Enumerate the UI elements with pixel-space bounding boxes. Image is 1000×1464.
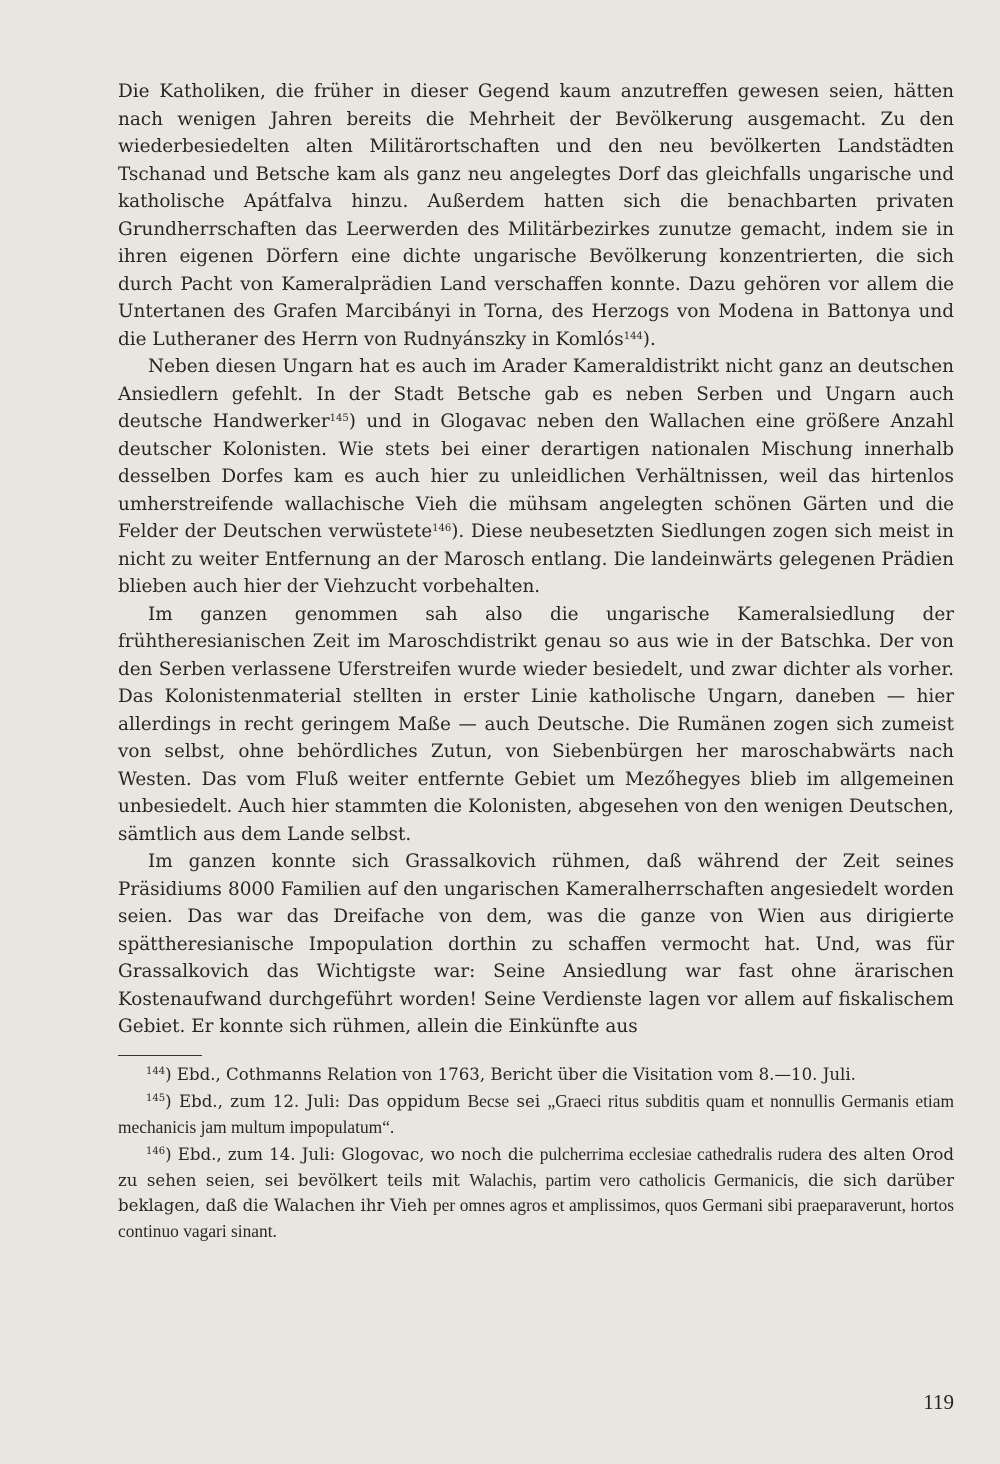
footnote-latin: pulcherrima ecclesiae cathedralis rudera [539, 1144, 822, 1164]
page [118, 78, 954, 1244]
footnote-number: 145 [146, 1093, 166, 1104]
footnote-ref-146: 146 [432, 523, 452, 534]
footnote-latin: „Graeci ritus subditis quam et nonnullis Germanis etiam mechanicis jam multum impopulatum“. [118, 1091, 954, 1137]
footnote-latin: per omnes agros et amplissimos, quos Germani sibi praeparaverunt, hortos continuo vagari sinant. [118, 1195, 954, 1241]
paragraph-1-text: Die Katholiken, die früher in dieser Gegend kaum anzutreffen gewesen seien, hätten nach wenigen Jahren bereits die Mehrheit der Bevölkerung ausgemacht. Zu den wiederbesiedelten alten Militärortschaften und den neu bevölkerten Landstädten Tschanad und Betsche kam als ganz neu angelegtes Dorf das gleichfalls ungarische und katholische Apátfalva hinzu. Außerdem hatten sich die benachbarten privaten Grundherrschaften das Leerwerden des Militärbezirkes zunutze gemacht, indem sie in ihren eigenen Dörfern eine dichte ungarische Bevölkerung konzentrierten, die sich durch Pacht von Kameralprädien Land verschaffen konnte. Dazu gehören vor allem die Untertanen des Grafen Marcibányi in Torna, des Herzogs von Modena in Battonya und die Lutheraner des Herrn von Rudnyánszky in Komlós [118, 81, 954, 350]
footnote-number: 144 [146, 1065, 166, 1077]
footnote-divider [118, 1055, 202, 1056]
footnote-text: sei [509, 1092, 548, 1111]
footnote-latin: Walachis, partim vero catholicis Germanicis, [469, 1169, 799, 1190]
footnote-144 [118, 1062, 954, 1088]
footnote-145 [118, 1089, 954, 1140]
paragraph-4 [118, 848, 954, 1041]
footnote-text: ) Ebd., Cothmanns Relation von 1763, Bericht über die Visitation vom 8.—10. Juli. [165, 1064, 856, 1084]
paragraph-2-tail2: ). Diese neubesetzten Siedlungen zogen sich meist in nicht zu weiter Entfernung an der Marosch entlang. Die landeinwärts gelegenen Prädien blieben auch hier der Viehzucht vorbehalten. [118, 521, 954, 597]
paragraph-4-text: Im ganzen konnte sich Grassalkovich rühmen, daß während der Zeit seines Präsidiums 8000 Familien auf den ungarischen Kameralherrschaften angesiedelt worden seien. Das war das Dreifache von dem, was die ganze von Wien aus dirigierte spättheresianische Impopulation dorthin zu schaffen vermocht hat. Und, was für Grassalkovich das Wichtigste war: Seine Ansiedlung war fast ohne ärarischen Kostenaufwand durchgeführt worden! Seine Verdienste lagen vor allem auf fiskalischem Gebiet. Er konnte sich rühmen, allein die Einkünfte aus [118, 851, 954, 1037]
paragraph-2-tail: ) und in Glogavac neben den Wallachen eine größere Anzahl deutscher Kolonisten. Wie stets bei einer derartigen nationalen Mischung innerhalb desselben Dorfes kam es auch hier zu unleidlichen Verhältnissen, weil das hirtenlos umherstreifende wallachische Vieh die mühsam angelegten schönen Gärten und die Felder der Deutschen verwüstete [118, 411, 954, 542]
paragraph-1-tail: ). [642, 328, 656, 350]
footnote-ref-144: 144 [623, 330, 643, 342]
footnote-text: des alten Orod zu sehen seien, sei bevölkert teils mit [118, 1145, 954, 1190]
footnote-ref-145: 145 [329, 413, 349, 424]
paragraph-2 [118, 353, 954, 601]
footnotes [118, 1062, 954, 1245]
footnote-text: ) Ebd., zum 14. Juli: Glogovac, wo noch die [165, 1145, 540, 1164]
paragraph-3 [118, 601, 954, 849]
paragraph-2-text: Neben diesen Ungarn hat es auch im Arader Kameraldistrikt nicht ganz an deutschen Ansiedlern gefehlt. In der Stadt Betsche gab es neben Serben und Ungarn auch deutsche Handwerker [118, 356, 954, 432]
page-number: 119 [923, 1390, 954, 1414]
footnote-latin: Becse [467, 1091, 510, 1111]
body-text [118, 78, 954, 1041]
footnote-146 [118, 1142, 954, 1244]
paragraph-1 [118, 78, 954, 353]
footnote-number: 146 [146, 1146, 166, 1157]
footnote-text: ) Ebd., zum 12. Juli: Das oppidum [165, 1092, 468, 1111]
footnote-text: die sich darüber beklagen, daß die Walachen ihr Vieh [118, 1170, 955, 1215]
paragraph-3-text: Im ganzen genommen sah also die ungarische Kameralsiedlung der frühtheresianischen Zeit im Maroschdistrikt genau so aus wie in der Batschka. Der von den Serben verlassene Uferstreifen wurde wieder besiedelt, und zwar dichter als vorher. Das Kolonistenmaterial stellten in erster Linie katholische Ungarn, daneben — hier allerdings in recht geringem Maße — auch Deutsche. Die Rumänen zogen sich zumeist von selbst, ohne behördliches Zutun, von Siebenbürgen her maroschabwärts nach Westen. Das vom Fluß weiter entfernte Gebiet um Mezőhegyes blieb im allgemeinen unbesiedelt. Auch hier stammten die Kolonisten, abgesehen von den wenigen Deutschen, sämtlich aus dem Lande selbst. [118, 603, 954, 845]
